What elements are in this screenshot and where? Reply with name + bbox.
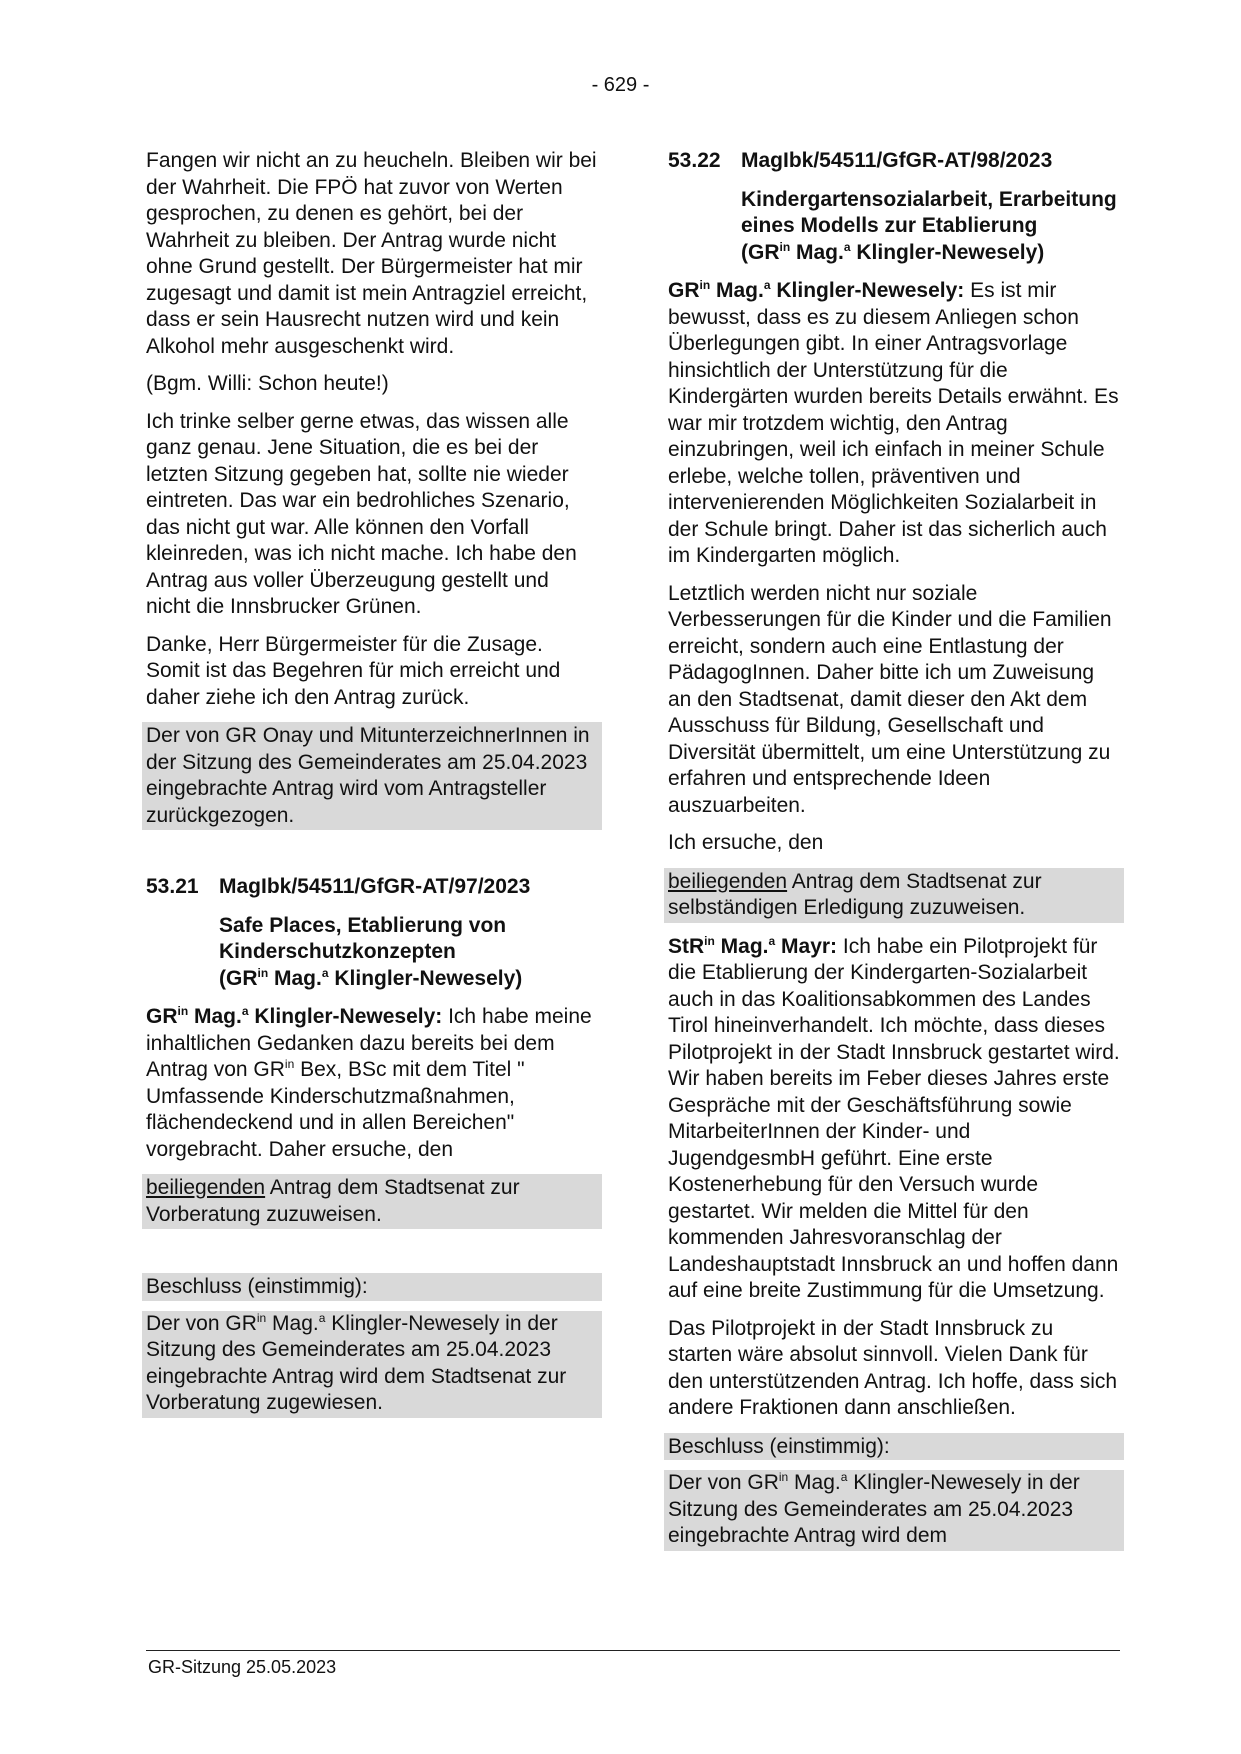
- speaker-name: $GR^{in}$ Mag.$^a$ Klingler-Newesely:: [146, 1004, 443, 1028]
- motion-box: [664, 868, 1124, 923]
- agenda-item-title: [219, 913, 598, 993]
- motion-box: [142, 1174, 602, 1229]
- item-reference: MagIbk/54511/GfGR-AT/98/2023: [741, 149, 1053, 172]
- left-column: [146, 148, 598, 1418]
- page-number: - 629 -: [591, 74, 650, 96]
- speaker-name: StR$^{in}$ Mag.$^a$ Mayr:: [668, 933, 838, 958]
- footer-divider: [146, 1650, 1120, 1651]
- motion-text: beiliegenden Antrag dem Stadtsenat zur Vorberatung zuzuweisen.: [146, 1176, 520, 1226]
- speech-paragraph: $GR^{in}$ Mag.$^a$ Klingler-Newesely: Ich habe meine inhaltlichen Gedanken dazu bereits bei dem Antrag von $GR^{in}$ Bex, BSc mit dem Titel " Umfassende Kinderschutzmaßnahmen, flächendeckend und in allen Bereichen" vorgebracht. Daher ersuche, den: [146, 1004, 592, 1161]
- speech-paragraph: StR$^{in}$ Mag.$^a$ Mayr: Ich habe ein Pilotprojekt für die Etablierung der Kindergarten-Sozialarbeit auch in das Koalitionsabkommen des Landes Tirol hineinverhandelt. Ich möchte, dass dieses Pilotprojekt in der Stadt Innsbruck gestartet wird. Wir haben bereits im Feber dieses Jahres erste Gespräche mit der Geschäftsführung sowie MitarbeiterInnen der Kinder- und JugendgesmbH geführt. Eine erste Kostenerhebung für den Versuch wurde gestartet. Wir melden die Mittel für den kommenden Jahresvoranschlag der Landeshauptstadt Innsbruck an und hoffen dann auf eine breite Zustimmung für die Umsetzung.: [668, 933, 1120, 1302]
- item-title-text: Safe Places, Etablierung von Kinderschutzkonzepten: [219, 913, 507, 963]
- speech-paragraph: $GR^{in}$ Mag.$^a$ Klingler-Newesely: Es ist mir bewusst, dass es zu diesem Anliegen schon Überlegungen gibt. In einer Antragsvorlage hinsichtlich der Unterstützung für die Kindergärten wurden bereits Details erwähnt. Es war mir trotzdem wichtig, den Antrag einzubringen, weil ich einfach in meiner Schule erlebe, welche tollen, präventiven und intervenierenden Möglichkeiten Sozialarbeit in der Schule bringt. Daher ist das sicherlich auch im Kindergarten möglich.: [668, 278, 1119, 567]
- enclosed-link-text: beiliegenden: [146, 1176, 266, 1199]
- interjection: (Bgm. Willi: Schon heute!): [146, 372, 389, 395]
- item-author: ($GR^{in}$ Mag.$^a$ Klingler-Newesely): [219, 965, 523, 990]
- paragraph: Danke, Herr Bürgermeister für die Zusage. Somit ist das Begehren für mich erreicht und daher ziehe ich den Antrag zurück.: [146, 632, 561, 709]
- right-column: [668, 148, 1120, 1551]
- paragraph: Letztlich werden nicht nur soziale Verbesserungen für die Kinder und die Familien erreicht, sondern auch eine Entlastung der PädagogInnen. Daher bitte ich um Zuweisung an den Stadtsenat, damit dieser den Akt dem Ausschuss für Bildung, Gesellschaft und Diversität übermittelt, um eine Unterstützung zu erfahren und entsprechende Ideen auszuarbeiten.: [668, 581, 1112, 817]
- resolution-text: Der von $GR^{in}$ Mag.$^a$ Klingler-Newesely in der Sitzung des Gemeinderates am 25.04.2023 eingebrachte Antrag wird dem Stadtsenat zur Vorberatung zugewiesen.: [146, 1310, 567, 1414]
- paragraph: Das Pilotprojekt in der Stadt Innsbruck zu starten wäre absolut sinnvoll. Vielen Dank für den unterstützenden Antrag. Ich hoffe, dass sich andere Fraktionen dann anschließen.: [668, 1316, 1118, 1419]
- resolution-label: Beschluss (einstimmig):: [146, 1275, 368, 1298]
- speaker-name: $GR^{in}$ Mag.$^a$ Klingler-Newesely:: [668, 278, 965, 302]
- agenda-item-heading: [668, 148, 1120, 175]
- resolution-box: [142, 1273, 602, 1418]
- resolution-box: [664, 1433, 1124, 1551]
- item-author: ($GR^{in}$ Mag.$^a$ Klingler-Newesely): [741, 239, 1045, 264]
- motion-text: beiliegenden Antrag dem Stadtsenat zur selbständigen Erledigung zuzuweisen.: [668, 869, 1042, 919]
- item-number: 53.21: [146, 875, 199, 898]
- agenda-item-title: [741, 187, 1120, 267]
- item-number: 53.22: [668, 149, 721, 172]
- item-reference: MagIbk/54511/GfGR-AT/97/2023: [219, 875, 531, 898]
- paragraph: Ich ersuche, den: [668, 831, 824, 854]
- resolution-label: Beschluss (einstimmig):: [668, 1434, 890, 1458]
- paragraph: Fangen wir nicht an zu heucheln. Bleiben wir bei der Wahrheit. Die FPÖ hat zuvor von Werten gesprochen, zu denen es gehört, bei der Wahrheit zu bleiben. Der Antrag wurde nicht ohne Grund gestellt. Der Bürgermeister hat mir zugesagt und damit ist mein Antragziel erreicht, dass er sein Hausrecht nutzen wird und kein Alkohol mehr ausgeschenkt wird.: [146, 149, 597, 358]
- agenda-item-heading: [146, 874, 598, 901]
- footer-text: GR-Sitzung 25.05.2023: [148, 1657, 337, 1677]
- paragraph: Ich trinke selber gerne etwas, das wissen alle ganz genau. Jene Situation, die es bei der letzten Sitzung gegeben hat, sollte nie wieder eintreten. Das war ein bedrohliches Szenario, das nicht gut war. Alle können den Vorfall kleinreden, was ich nicht mache. Ich habe den Antrag aus voller Überzeugung gestellt und nicht die Innsbrucker Grünen.: [146, 409, 577, 618]
- enclosed-link-text: beiliegenden: [668, 869, 788, 893]
- item-title-text: Kindergartensozialarbeit, Erarbeitung eines Modells zur Etablierung: [741, 187, 1117, 237]
- withdrawal-text: Der von GR Onay und MitunterzeichnerInnen in der Sitzung des Gemeinderates am 25.04.2023 eingebrachte Antrag wird vom Antragsteller zurückgezogen.: [146, 724, 590, 827]
- resolution-text: Der von $GR^{in}$ Mag.$^a$ Klingler-Newesely in der Sitzung des Gemeinderates am 25.04.2023 eingebrachte Antrag wird dem: [668, 1470, 1080, 1547]
- withdrawal-resolution-box: [142, 722, 602, 830]
